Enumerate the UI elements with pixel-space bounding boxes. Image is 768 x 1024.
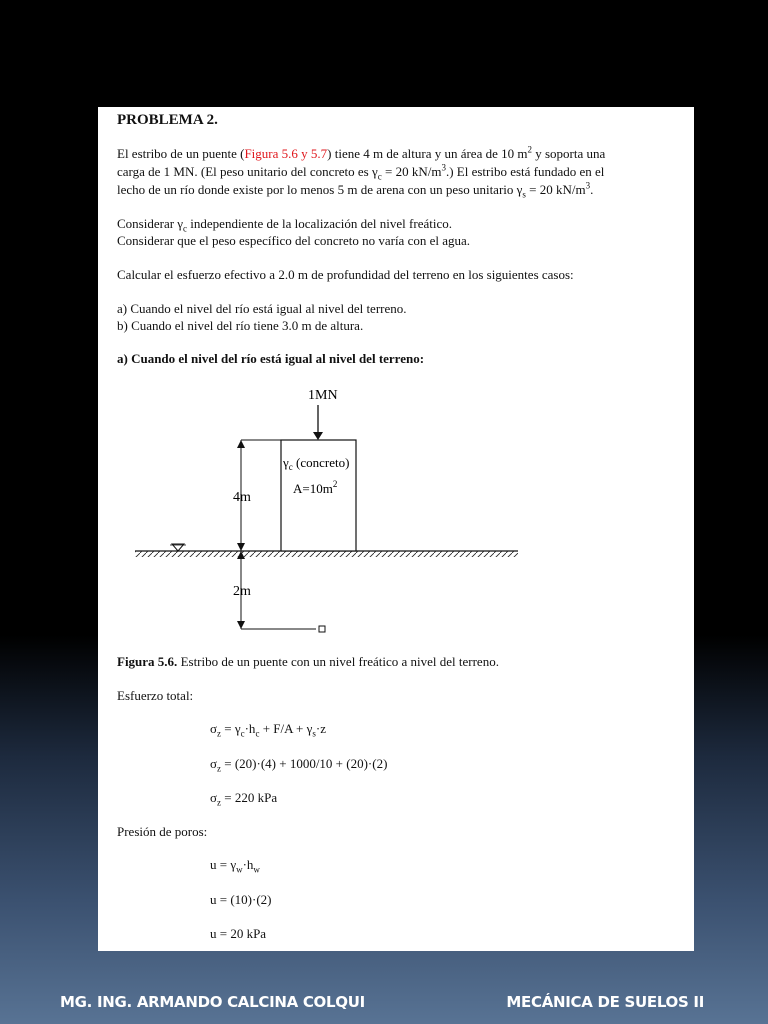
problem-title: PROBLEMA 2. [117,112,218,128]
equation-total-stress-substitution: $\sigma_z = (20)\cdot(4) + 1000/10 + (20)\cdot(2)$ [210,756,388,774]
consider-line-1: Considerar $\gamma_c$ independiente de la localización del nivel freático. [117,216,452,234]
figure-caption: Figura 5.6. Estribo de un puente con un nivel freático a nivel del terreno. [117,654,499,669]
depth-point-marker [319,626,325,632]
load-label: 1MN [308,388,338,403]
equation-pore-result: u = 20 kPa [210,926,267,941]
material-label: $\gamma_c$ (concreto) [283,455,350,472]
document-page [98,107,694,951]
figure-5-6-diagram [98,379,694,649]
pore-pressure-label: Presión de poros: [117,824,208,839]
case-a: a) Cuando el nivel del río está igual al nivel del terreno. [117,301,407,316]
paragraph-line-3: lecho de un río donde existe por lo menos 5 m de arena con un peso unitario $\gamma_s = 20$ $kN/m^3$. [117,180,594,200]
area-label: $A=10m^2$ [293,479,338,496]
equation-pore-formula: $u = \gamma_w\cdot h_w$ [210,857,260,875]
equation-pore-substitution: u = (10)·(2) [210,892,272,907]
figure-reference: Figura 5.6 y 5.7 [244,146,328,161]
equation-total-stress-formula: $\sigma_z = \gamma_c\cdot h_c + F/A + \gamma_s\cdot z$ [210,721,326,739]
height-label: 4m [233,490,251,505]
equation-total-stress-result: $\sigma_z = 220$ kPa [210,790,278,808]
load-arrow-head [313,432,323,440]
footer-author: MG. ING. ARMANDO CALCINA COLQUI [60,993,365,1011]
paragraph-line-1: El estribo de un puente (Figura 5.6 y 5.7) tiene 4 m de altura y un área de 10 $m^2$ y soporta una [117,144,606,161]
footer-course: MECÁNICA DE SUELOS II [506,993,704,1011]
calc-statement: Calcular el esfuerzo efectivo a 2.0 m de profundidad del terreno en los siguientes casos: [117,267,574,282]
consider-line-2: Considerar que el peso específico del concreto no varía con el agua. [117,233,471,248]
depth-label: 2m [233,584,251,599]
paragraph-line-2: carga de 1 MN. (El peso unitario del concreto es $\gamma_c = 20$ $kN/m^3$.) El estribo está fundado en el [117,162,605,182]
section-a-heading: a) Cuando el nivel del río está igual al nivel del terreno: [117,351,425,366]
ground-hatch [135,551,518,557]
total-stress-label: Esfuerzo total: [117,688,194,703]
case-b: b) Cuando el nivel del río tiene 3.0 m de altura. [117,318,364,333]
